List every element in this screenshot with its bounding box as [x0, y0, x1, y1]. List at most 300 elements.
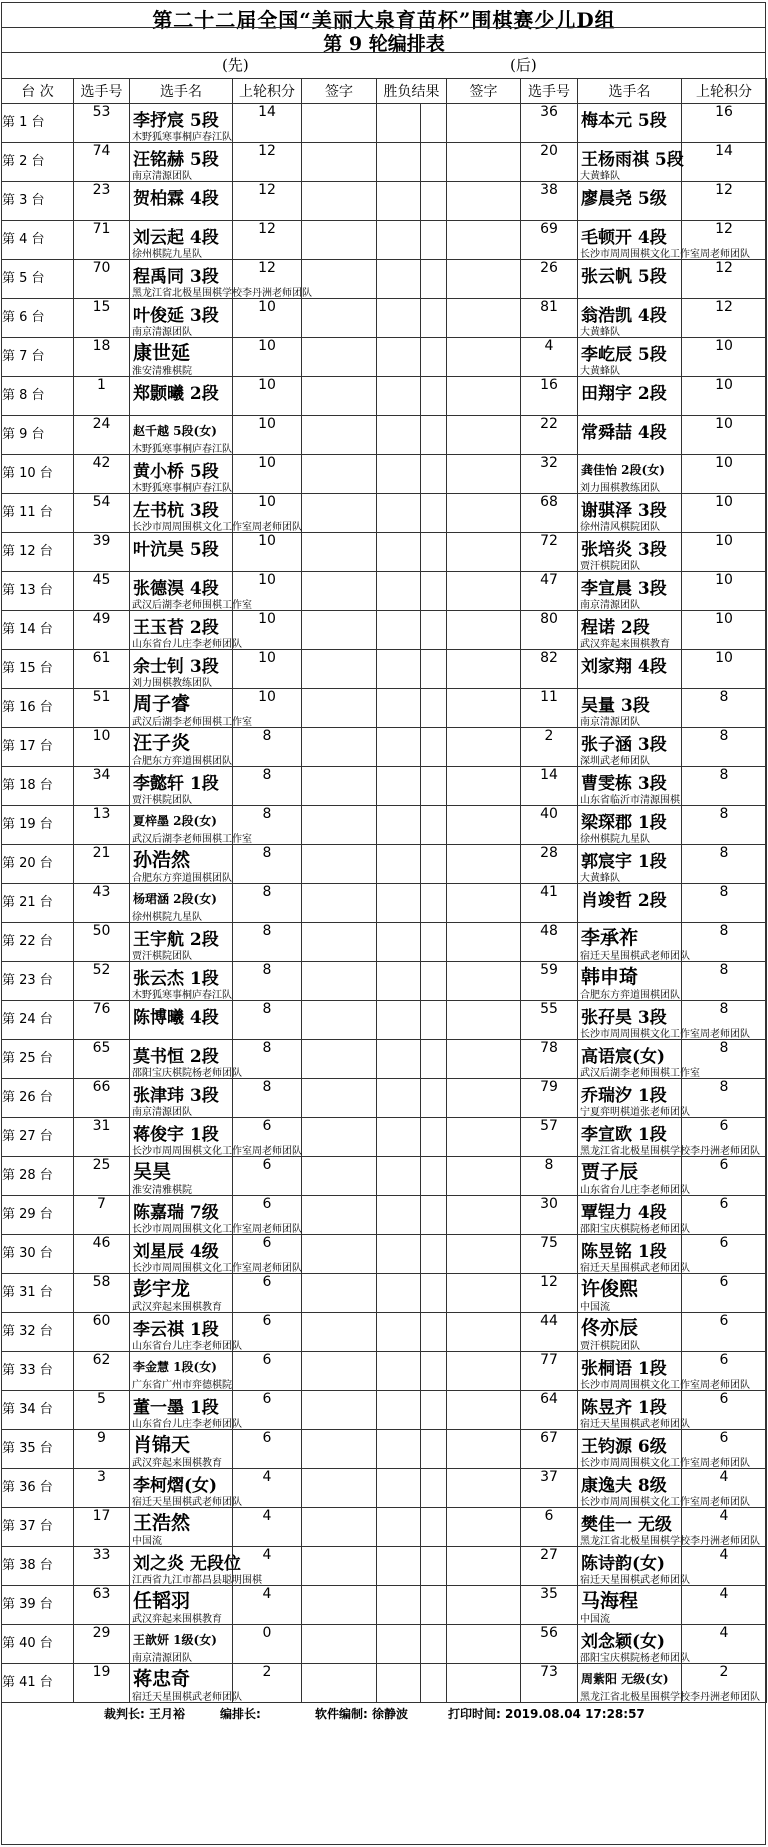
sign-cell-a[interactable]	[302, 104, 377, 143]
player-team: 长沙市周周围棋文化工作室周老师团队	[132, 1263, 302, 1274]
table-row	[2, 1352, 767, 1391]
result-cell[interactable]	[377, 884, 421, 923]
player-cell-b	[578, 650, 682, 689]
sign-cell-b[interactable]	[447, 1196, 521, 1235]
player-no-b: 36	[521, 104, 578, 143]
player-cell-a	[130, 1196, 302, 1235]
table-row	[2, 1313, 767, 1352]
score-a: 6	[233, 1196, 302, 1235]
player-name: 周子睿	[133, 693, 191, 715]
result-cell[interactable]	[421, 143, 447, 182]
player-no-b: 30	[521, 1196, 578, 1235]
result-cell[interactable]	[377, 182, 421, 221]
result-cell[interactable]	[421, 1001, 447, 1040]
table-number: 第 17 台	[2, 728, 74, 767]
player-no-b: 8	[521, 1157, 578, 1196]
player-name: 黄小桥 5段	[133, 462, 219, 482]
result-cell[interactable]	[377, 1586, 421, 1625]
sign-cell-b[interactable]	[447, 1157, 521, 1196]
sign-cell-b[interactable]	[447, 1625, 521, 1664]
result-cell[interactable]	[377, 416, 421, 455]
sign-cell-a[interactable]	[302, 1118, 377, 1157]
sign-cell-a[interactable]	[302, 1196, 377, 1235]
player-cell-b	[578, 884, 682, 923]
score-a: 0	[233, 1625, 302, 1664]
sign-cell-a[interactable]	[302, 1001, 377, 1040]
sign-cell-a[interactable]	[302, 1235, 377, 1274]
sign-cell-b[interactable]	[447, 221, 521, 260]
result-cell[interactable]	[377, 728, 421, 767]
score-a: 6	[233, 1313, 302, 1352]
player-name: 张子涵 3段	[581, 735, 667, 755]
result-cell[interactable]	[421, 650, 447, 689]
player-name: 毛顿开 4段	[581, 228, 667, 248]
sign-cell-a[interactable]	[302, 806, 377, 845]
sign-cell-b[interactable]	[447, 377, 521, 416]
sign-cell-b[interactable]	[447, 845, 521, 884]
player-cell-a	[130, 962, 233, 1001]
sign-cell-a[interactable]	[302, 260, 377, 299]
sign-cell-b[interactable]	[447, 455, 521, 494]
score-a: 8	[233, 1040, 302, 1079]
result-cell[interactable]	[421, 1040, 447, 1079]
result-cell[interactable]	[377, 299, 421, 338]
result-cell[interactable]	[421, 1664, 447, 1703]
result-cell[interactable]	[421, 1352, 447, 1391]
table-row	[2, 416, 767, 455]
sign-cell-b[interactable]	[447, 1313, 521, 1352]
player-team: 木野狐寒事桐庐春江队	[132, 483, 232, 494]
player-cell-a	[130, 1352, 233, 1391]
sign-cell-a[interactable]	[302, 1547, 377, 1586]
result-cell[interactable]	[377, 1391, 421, 1430]
sign-cell-a[interactable]	[302, 377, 377, 416]
player-name: 乔瑞汐 1段	[581, 1086, 667, 1106]
sign-cell-b[interactable]	[447, 962, 521, 1001]
sign-cell-b[interactable]	[447, 1586, 521, 1625]
player-team: 武汉后湖李老师围棋工作室	[132, 717, 252, 728]
header-sign-b: 签字	[447, 79, 521, 104]
divider	[1, 27, 766, 28]
table-number: 第 30 台	[2, 1235, 74, 1274]
table-number: 第 37 台	[2, 1508, 74, 1547]
score-a: 6	[233, 1157, 302, 1196]
sign-cell-b[interactable]	[447, 338, 521, 377]
player-team: 邵阳宝庆棋院杨老师团队	[580, 1653, 690, 1664]
result-cell[interactable]	[421, 767, 447, 806]
result-cell[interactable]	[377, 338, 421, 377]
sign-cell-a[interactable]	[302, 1625, 377, 1664]
sign-cell-a[interactable]	[302, 1157, 377, 1196]
player-cell-b	[578, 1586, 682, 1625]
player-cell-b	[578, 260, 682, 299]
sign-cell-a[interactable]	[302, 845, 377, 884]
sign-cell-a[interactable]	[302, 884, 377, 923]
sign-cell-b[interactable]	[447, 182, 521, 221]
player-name: 吴昊	[133, 1161, 172, 1183]
result-cell[interactable]	[421, 1625, 447, 1664]
sign-cell-b[interactable]	[447, 143, 521, 182]
sign-cell-a[interactable]	[302, 299, 377, 338]
result-cell[interactable]	[377, 1274, 421, 1313]
sign-cell-b[interactable]	[447, 1040, 521, 1079]
player-cell-a	[130, 806, 252, 845]
player-name: 郑颢曦 2段	[133, 384, 219, 404]
result-cell[interactable]	[377, 1157, 421, 1196]
result-cell[interactable]	[377, 689, 421, 728]
result-cell[interactable]	[421, 806, 447, 845]
player-no-a: 15	[74, 299, 130, 338]
player-cell-a	[130, 728, 233, 767]
sign-cell-a[interactable]	[302, 1430, 377, 1469]
header-result: 胜负结果	[377, 79, 447, 104]
player-name: 李抒宸 5段	[133, 111, 219, 131]
player-cell-b	[578, 1430, 750, 1469]
player-name: 夏梓墨 2段(女)	[133, 814, 217, 828]
result-cell[interactable]	[377, 1001, 421, 1040]
result-cell[interactable]	[377, 572, 421, 611]
player-name: 程禹同 3段	[133, 267, 219, 287]
table-number: 第 15 台	[2, 650, 74, 689]
result-cell[interactable]	[421, 1235, 447, 1274]
sign-cell-b[interactable]	[447, 104, 521, 143]
player-no-b: 4	[521, 338, 578, 377]
table-number: 第 9 台	[2, 416, 74, 455]
result-cell[interactable]	[421, 1118, 447, 1157]
player-no-a: 63	[74, 1586, 130, 1625]
result-cell[interactable]	[377, 1313, 421, 1352]
result-cell[interactable]	[377, 923, 421, 962]
result-cell[interactable]	[421, 884, 447, 923]
sign-cell-a[interactable]	[302, 1352, 377, 1391]
table-number: 第 20 台	[2, 845, 74, 884]
score-b: 8	[682, 884, 767, 923]
score-b: 10	[682, 572, 767, 611]
sign-cell-a[interactable]	[302, 962, 377, 1001]
result-cell[interactable]	[377, 1508, 421, 1547]
sign-cell-a[interactable]	[302, 1469, 377, 1508]
result-cell[interactable]	[421, 611, 447, 650]
sign-cell-a[interactable]	[302, 143, 377, 182]
sign-cell-b[interactable]	[447, 1469, 521, 1508]
player-cell-a	[130, 1391, 242, 1430]
player-name: 王浩然	[133, 1512, 191, 1534]
player-name: 汪铭赫 5段	[133, 150, 219, 170]
footer-print-time: 打印时间: 2019.08.04 17:28:57	[448, 1707, 645, 1721]
result-cell[interactable]	[377, 221, 421, 260]
sign-cell-a[interactable]	[302, 1586, 377, 1625]
player-team: 长沙市周周围棋文化工作室周老师团队	[580, 1029, 750, 1040]
player-cell-b	[578, 1625, 690, 1664]
player-cell-a	[130, 299, 233, 338]
sign-cell-b[interactable]	[447, 1001, 521, 1040]
result-cell[interactable]	[377, 1664, 421, 1703]
player-cell-b	[578, 1664, 760, 1703]
sign-cell-b[interactable]	[447, 689, 521, 728]
result-cell[interactable]	[421, 338, 447, 377]
player-cell-a	[130, 650, 233, 689]
player-team: 徐州清风棋院团队	[580, 522, 660, 533]
table-row	[2, 1508, 767, 1547]
result-cell[interactable]	[377, 1118, 421, 1157]
score-a: 8	[233, 845, 302, 884]
sign-cell-b[interactable]	[447, 1391, 521, 1430]
result-cell[interactable]	[421, 1274, 447, 1313]
result-cell[interactable]	[377, 1196, 421, 1235]
player-team: 合肥东方弈道围棋团队	[132, 873, 232, 884]
result-cell[interactable]	[421, 104, 447, 143]
sign-cell-b[interactable]	[447, 1274, 521, 1313]
table-row	[2, 1469, 767, 1508]
sign-cell-a[interactable]	[302, 1274, 377, 1313]
sign-cell-b[interactable]	[447, 1352, 521, 1391]
result-cell[interactable]	[377, 1352, 421, 1391]
player-no-b: 72	[521, 533, 578, 572]
player-cell-a	[130, 377, 233, 416]
player-name: 陈博曦 4段	[133, 1008, 219, 1028]
sign-cell-a[interactable]	[302, 611, 377, 650]
sign-cell-a[interactable]	[302, 182, 377, 221]
player-team: 山东省临沂市清源围棋	[580, 795, 680, 806]
score-b: 10	[682, 650, 767, 689]
player-team: 合肥东方弈道围棋团队	[132, 756, 232, 767]
sign-cell-a[interactable]	[302, 416, 377, 455]
score-b: 12	[682, 260, 767, 299]
sign-cell-b[interactable]	[447, 767, 521, 806]
result-cell[interactable]	[421, 494, 447, 533]
sign-cell-a[interactable]	[302, 572, 377, 611]
result-cell[interactable]	[421, 962, 447, 1001]
result-cell[interactable]	[377, 845, 421, 884]
sign-cell-b[interactable]	[447, 260, 521, 299]
result-cell[interactable]	[377, 104, 421, 143]
result-cell[interactable]	[421, 728, 447, 767]
sign-cell-b[interactable]	[447, 1508, 521, 1547]
footer-referee: 裁判长: 王月裕	[104, 1707, 185, 1721]
player-name: 马海程	[581, 1590, 639, 1612]
player-cell-a	[130, 182, 233, 221]
result-cell[interactable]	[377, 650, 421, 689]
result-cell[interactable]	[377, 494, 421, 533]
result-cell[interactable]	[377, 260, 421, 299]
result-cell[interactable]	[421, 689, 447, 728]
sign-cell-a[interactable]	[302, 1391, 377, 1430]
result-cell[interactable]	[377, 1079, 421, 1118]
sign-cell-b[interactable]	[447, 494, 521, 533]
sign-cell-b[interactable]	[447, 728, 521, 767]
sign-cell-a[interactable]	[302, 728, 377, 767]
header-no-a: 选手号	[74, 79, 130, 104]
sign-cell-b[interactable]	[447, 1118, 521, 1157]
result-cell[interactable]	[421, 1196, 447, 1235]
player-cell-b	[578, 182, 682, 221]
result-cell[interactable]	[377, 1235, 421, 1274]
player-name: 周紫阳 无级(女)	[581, 1672, 669, 1686]
result-cell[interactable]	[421, 1508, 447, 1547]
player-team: 山东省台儿庄李老师团队	[132, 1341, 242, 1352]
sign-cell-a[interactable]	[302, 689, 377, 728]
sign-cell-b[interactable]	[447, 572, 521, 611]
result-cell[interactable]	[421, 221, 447, 260]
sign-cell-b[interactable]	[447, 299, 521, 338]
sign-cell-b[interactable]	[447, 1079, 521, 1118]
table-row	[2, 1586, 767, 1625]
score-b: 4	[682, 1469, 767, 1508]
header-score-b: 上轮积分	[682, 79, 767, 104]
player-no-a: 45	[74, 572, 130, 611]
player-no-a: 1	[74, 377, 130, 416]
sign-cell-b[interactable]	[447, 650, 521, 689]
result-cell[interactable]	[421, 533, 447, 572]
result-cell[interactable]	[421, 923, 447, 962]
table-row	[2, 1040, 767, 1079]
sign-cell-a[interactable]	[302, 338, 377, 377]
sign-cell-a[interactable]	[302, 221, 377, 260]
result-cell[interactable]	[377, 611, 421, 650]
sign-cell-a[interactable]	[302, 1040, 377, 1079]
player-cell-b	[578, 611, 682, 650]
player-team: 大黄蜂队	[580, 873, 620, 884]
score-a: 4	[233, 1547, 302, 1586]
player-team: 宿迁天星围棋武老师团队	[580, 951, 690, 962]
player-name: 翁浩凯 4段	[581, 306, 667, 326]
sign-cell-a[interactable]	[302, 1664, 377, 1703]
player-name: 王钧源 6级	[581, 1437, 667, 1457]
result-cell[interactable]	[377, 1625, 421, 1664]
score-a: 10	[233, 650, 302, 689]
sign-cell-b[interactable]	[447, 923, 521, 962]
result-cell[interactable]	[421, 299, 447, 338]
table-row	[2, 1664, 767, 1703]
sign-cell-a[interactable]	[302, 1313, 377, 1352]
result-cell[interactable]	[377, 377, 421, 416]
sign-cell-a[interactable]	[302, 494, 377, 533]
result-cell[interactable]	[377, 767, 421, 806]
table-number: 第 6 台	[2, 299, 74, 338]
result-cell[interactable]	[421, 416, 447, 455]
player-team: 徐州棋院九星队	[132, 912, 202, 923]
player-cell-a	[130, 1040, 242, 1079]
player-team: 武汉弈起来围棋教育	[132, 1458, 222, 1469]
sign-cell-b[interactable]	[447, 1664, 521, 1703]
result-cell[interactable]	[377, 1547, 421, 1586]
result-cell[interactable]	[421, 845, 447, 884]
player-team: 木野狐寒事桐庐春江队	[132, 132, 232, 143]
sign-cell-a[interactable]	[302, 533, 377, 572]
player-no-a: 70	[74, 260, 130, 299]
result-cell[interactable]	[377, 143, 421, 182]
player-team: 邵阳宝庆棋院杨老师团队	[580, 1224, 690, 1235]
player-cell-b	[578, 572, 682, 611]
header-row	[2, 79, 767, 104]
sign-cell-a[interactable]	[302, 923, 377, 962]
result-cell[interactable]	[377, 806, 421, 845]
player-name: 赵千越 5段(女)	[133, 424, 217, 438]
player-team: 长沙市周周围棋文化工作室周老师团队	[132, 1224, 302, 1235]
sign-cell-b[interactable]	[447, 1235, 521, 1274]
sign-cell-b[interactable]	[447, 806, 521, 845]
player-name: 肖锦天	[133, 1434, 191, 1456]
sign-cell-b[interactable]	[447, 611, 521, 650]
player-cell-a	[130, 689, 252, 728]
player-cell-b	[578, 689, 682, 728]
player-no-b: 26	[521, 260, 578, 299]
player-no-a: 71	[74, 221, 130, 260]
result-cell[interactable]	[421, 1313, 447, 1352]
result-cell[interactable]	[377, 455, 421, 494]
player-name: 余士钊 3段	[133, 657, 219, 677]
result-cell[interactable]	[377, 533, 421, 572]
sign-cell-b[interactable]	[447, 884, 521, 923]
player-team: 南京清源团队	[132, 1107, 192, 1118]
player-no-b: 40	[521, 806, 578, 845]
player-no-b: 56	[521, 1625, 578, 1664]
player-name: 董一墨 1段	[133, 1398, 219, 1418]
sign-cell-a[interactable]	[302, 1508, 377, 1547]
player-team: 山东省台儿庄李老师团队	[132, 639, 242, 650]
result-cell[interactable]	[421, 1391, 447, 1430]
sign-cell-a[interactable]	[302, 1079, 377, 1118]
player-no-b: 41	[521, 884, 578, 923]
sign-cell-b[interactable]	[447, 533, 521, 572]
player-name: 覃锃力 4段	[581, 1203, 667, 1223]
result-cell[interactable]	[377, 1040, 421, 1079]
player-name: 张孖昊 3段	[581, 1008, 667, 1028]
result-cell[interactable]	[421, 1547, 447, 1586]
result-cell[interactable]	[377, 1430, 421, 1469]
result-cell[interactable]	[421, 1469, 447, 1508]
table-number: 第 41 台	[2, 1664, 74, 1703]
result-cell[interactable]	[421, 1157, 447, 1196]
player-team: 长沙市周周围棋文化工作室周老师团队	[132, 1146, 302, 1157]
player-no-a: 61	[74, 650, 130, 689]
score-b: 6	[682, 1430, 767, 1469]
player-no-b: 2	[521, 728, 578, 767]
player-name: 樊佳一 无级	[581, 1515, 672, 1535]
player-name: 高语宸(女)	[581, 1047, 666, 1067]
table-number: 第 25 台	[2, 1040, 74, 1079]
player-team: 南京清源团队	[580, 717, 640, 728]
score-a: 12	[233, 182, 302, 221]
player-no-a: 39	[74, 533, 130, 572]
sign-cell-a[interactable]	[302, 455, 377, 494]
player-team: 武汉后湖李老师围棋工作室	[580, 1068, 700, 1079]
result-cell[interactable]	[377, 962, 421, 1001]
result-cell[interactable]	[421, 455, 447, 494]
sign-cell-a[interactable]	[302, 650, 377, 689]
sign-cell-a[interactable]	[302, 767, 377, 806]
result-cell[interactable]	[421, 182, 447, 221]
sign-cell-b[interactable]	[447, 1547, 521, 1586]
result-cell[interactable]	[421, 1430, 447, 1469]
player-no-b: 59	[521, 962, 578, 1001]
score-a: 8	[233, 884, 302, 923]
score-b: 10	[682, 377, 767, 416]
table-number: 第 18 台	[2, 767, 74, 806]
result-cell[interactable]	[421, 260, 447, 299]
result-cell[interactable]	[421, 377, 447, 416]
result-cell[interactable]	[421, 1586, 447, 1625]
result-cell[interactable]	[421, 572, 447, 611]
result-cell[interactable]	[377, 1469, 421, 1508]
player-team: 山东省台儿庄李老师团队	[132, 1419, 242, 1430]
player-team: 长沙市周周围棋文化工作室周老师团队	[132, 522, 302, 533]
sign-cell-b[interactable]	[447, 1430, 521, 1469]
table-row	[2, 1274, 767, 1313]
sign-cell-b[interactable]	[447, 416, 521, 455]
result-cell[interactable]	[421, 1079, 447, 1118]
player-team: 武汉后湖李老师围棋工作室	[132, 834, 252, 845]
